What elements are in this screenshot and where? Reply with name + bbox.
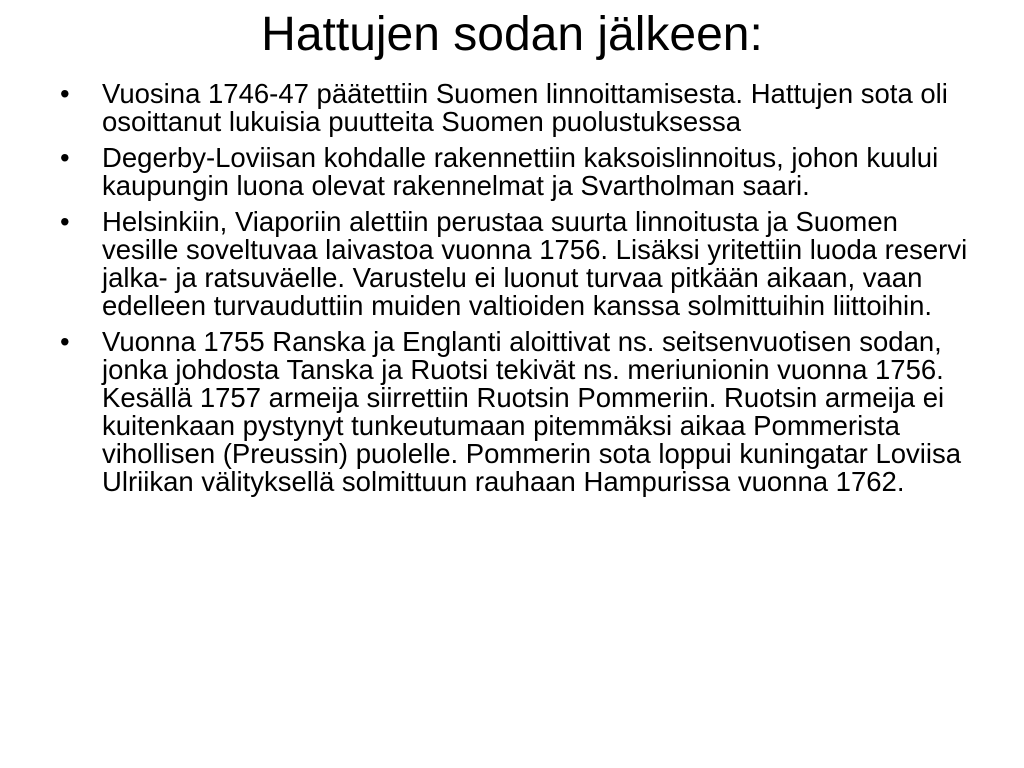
slide-title: Hattujen sodan jälkeen:: [261, 8, 763, 61]
bullet-icon: •: [60, 142, 70, 173]
bullet-icon: •: [60, 326, 70, 357]
bullet-text-1: Vuosina 1746-47 päätettiin Suomen linnoittamisesta. Hattujen sota oli osoittanut lukuisia puutteita Suomen puolustuksessa: [102, 78, 948, 137]
bullet-text-2: Degerby-Loviisan kohdalle rakennettiin kaksoislinnoitus, johon kuului kaupungin luona olevat rakennelmat ja Svartholman saari.: [102, 142, 939, 201]
bullet-item-4: [60, 328, 970, 496]
bullet-list: [60, 80, 970, 504]
bullet-text-3: Helsinkiin, Viaporiin alettiin perustaa suurta linnoitusta ja Suomen vesille soveltuvaa laivastoa vuonna 1756. Lisäksi yritettiin luoda reservi jalka- ja ratsuväelle. Varustelu ei luonut turvaa pitkään aikaan, vaan edelleen turvauduttiin muiden valtioiden kanssa solmittuihin liittoihin.: [102, 206, 968, 321]
bullet-item-1: [60, 80, 970, 136]
bullet-text-4: Vuonna 1755 Ranska ja Englanti aloittivat ns. seitsenvuotisen sodan, jonka johdosta Tanska ja Ruotsi tekivät ns. meriunionin vuonna 1756. Kesällä 1757 armeija siirrettiin Ruotsin Pommeriin. Ruotsin armeija ei kuitenkaan pystynyt tunkeutumaan pitemmäksi aikaa Pommerista vihollisen (Preussin) puolelle. Pommerin sota loppui kuningatar Loviisa Ulriikan välityksellä solmittuun rauhaan Hampurissa vuonna 1762.: [102, 326, 962, 497]
bullet-item-3: [60, 208, 970, 320]
bullet-icon: •: [60, 78, 70, 109]
bullet-icon: •: [60, 206, 70, 237]
bullet-item-2: [60, 144, 970, 200]
